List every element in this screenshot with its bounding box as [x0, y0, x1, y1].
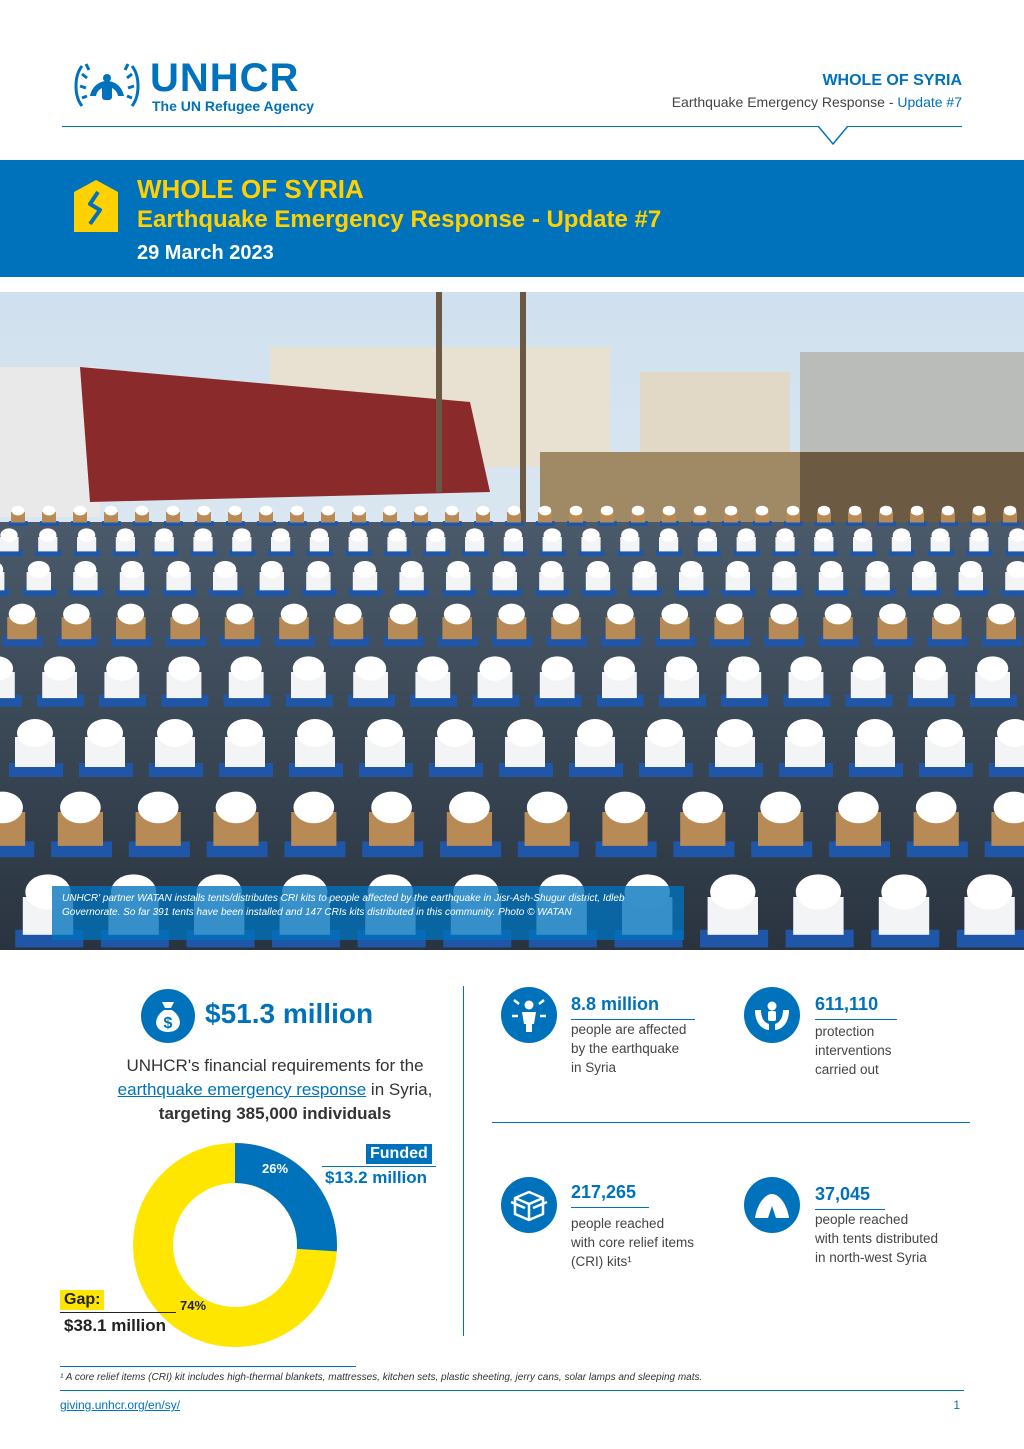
stat-affected-desc-line: by the earthquake: [571, 1041, 680, 1056]
photo-bag-shape: [371, 792, 412, 824]
photo-bag-shape: [272, 528, 289, 541]
photo-bag-shape: [632, 506, 645, 516]
stat-tents-desc: [815, 1210, 975, 1267]
stat-protection-desc-line: interventions: [815, 1043, 892, 1058]
photo-bag-shape: [727, 561, 749, 578]
photo-bag-shape: [694, 506, 707, 516]
funded-label: Funded: [366, 1144, 432, 1164]
photo-bag-shape: [297, 719, 333, 747]
photo-bag-shape: [818, 506, 831, 516]
photo-bag-shape: [415, 506, 428, 516]
gap-value: $38.1 million: [64, 1316, 167, 1335]
photo-bag-shape: [820, 561, 842, 578]
gap-leader-line: [60, 1312, 176, 1313]
photo-bag-shape: [849, 506, 862, 516]
photo-bag-shape: [479, 656, 510, 680]
photo-bag-shape: [913, 561, 935, 578]
photo-bag-shape: [214, 561, 236, 578]
photo-bag-shape: [466, 528, 483, 541]
stat-protection-desc-line: carried out: [815, 1062, 879, 1077]
page-number: 1: [953, 1398, 960, 1412]
stat-protection-desc-line: protection: [815, 1024, 875, 1039]
giving-link[interactable]: giving.unhcr.org/en/sy/: [60, 1398, 181, 1412]
funded-leader-line: [322, 1166, 436, 1167]
footnote-divider: [60, 1366, 356, 1367]
stat-cri-desc-line: (CRI) kits¹: [571, 1254, 632, 1269]
stat-cri-desc-line: with core relief items: [571, 1235, 695, 1250]
photo-bag-shape: [815, 528, 832, 541]
photo-bag-shape: [226, 604, 253, 625]
photo-bag-shape: [168, 656, 199, 680]
stat-tents-desc-line: in north-west Syria: [815, 1250, 927, 1265]
photo-bag-shape: [710, 874, 755, 909]
photo-bag-shape: [260, 506, 273, 516]
earthquake-response-link[interactable]: earthquake emergency response: [117, 1080, 367, 1099]
protection-hands-icon: [743, 986, 801, 1044]
photo-bag-shape: [261, 561, 283, 578]
report-subtitle: [672, 94, 962, 110]
stat-affected-desc-line: in Syria: [571, 1060, 617, 1075]
distribution-photo: [0, 292, 1024, 950]
tent-icon: [743, 1176, 801, 1234]
photo-bag-shape: [634, 561, 656, 578]
photo-bag-shape: [168, 561, 190, 578]
photo-bag-shape: [427, 528, 444, 541]
photo-bag-shape: [933, 604, 960, 625]
photo-bag-shape: [787, 719, 823, 747]
stat-affected-desc: [571, 1020, 721, 1077]
photo-bag-shape: [544, 528, 561, 541]
photo-bag-shape: [505, 528, 522, 541]
photo-bag-shape: [881, 874, 926, 909]
report-subtitle-prefix: Earthquake Emergency Response -: [671, 94, 898, 110]
photo-bag-shape: [367, 719, 403, 747]
photo-bag-shape: [916, 792, 957, 824]
photo-bag-shape: [879, 604, 906, 625]
photo-bag-shape: [553, 604, 580, 625]
photo-bag-shape: [725, 506, 738, 516]
photo-bag-shape: [699, 528, 716, 541]
unhcr-emblem-icon: [72, 56, 142, 112]
photo-bag-shape: [322, 506, 335, 516]
photo-bag-shape: [389, 604, 416, 625]
photo-bag-shape: [796, 874, 841, 909]
photo-bag-shape: [417, 656, 448, 680]
stat-protection-desc: [815, 1022, 965, 1079]
photo-bag-shape: [388, 528, 405, 541]
photo-bag-shape: [854, 528, 871, 541]
photo-bag-shape: [172, 604, 199, 625]
photo-bag-shape: [508, 506, 521, 516]
photo-bag-shape: [601, 506, 614, 516]
photo-bag-shape: [857, 719, 893, 747]
photo-bag-shape: [9, 604, 36, 625]
photo-bag-shape: [43, 506, 56, 516]
photo-bag-shape: [444, 604, 471, 625]
earthquake-icon: [72, 178, 120, 234]
funding-requirement: $51.3 million: [205, 998, 374, 1029]
photo-bag-shape: [60, 792, 101, 824]
photo-bag-shape: [825, 604, 852, 625]
photo-bag-shape: [717, 719, 753, 747]
photo-bag-shape: [838, 792, 879, 824]
stat-tents-value: 37,045: [815, 1184, 885, 1210]
photo-bag-shape: [680, 561, 702, 578]
photo-bag-shape: [293, 792, 334, 824]
photo-bag-shape: [970, 528, 987, 541]
photo-bag-shape: [216, 792, 257, 824]
photo-bag-shape: [167, 506, 180, 516]
photo-bag-shape: [437, 719, 473, 747]
photo-bag-shape: [988, 604, 1015, 625]
photo-bag-shape: [605, 792, 646, 824]
stat-cri-value: 217,265: [571, 1182, 649, 1208]
photo-bag-shape: [942, 506, 955, 516]
photo-bag-shape: [74, 506, 87, 516]
gap-label: Gap:: [60, 1290, 104, 1310]
photo-bag-shape: [867, 561, 889, 578]
stat-cri-desc: [571, 1214, 721, 1271]
photo-bag-shape: [194, 528, 211, 541]
photo-bag-shape: [12, 506, 25, 516]
header-notch-icon: [818, 126, 848, 146]
photo-bag-shape: [447, 561, 469, 578]
photo-bag-shape: [607, 604, 634, 625]
photo-bag-shape: [666, 656, 697, 680]
photo-bag-shape: [773, 561, 795, 578]
photo-bag-shape: [355, 656, 386, 680]
photo-bag-shape: [960, 561, 982, 578]
photo-bag-shape: [227, 719, 263, 747]
photo-bag-shape: [498, 604, 525, 625]
stat-affected-value: 8.8 million: [571, 994, 695, 1020]
photo-bag-shape: [577, 719, 613, 747]
report-update-number: Update #7: [897, 94, 962, 110]
stat-protection-value: 611,110: [815, 994, 897, 1020]
photo-bag-shape: [728, 656, 759, 680]
photo-bag-shape: [384, 506, 397, 516]
footer-divider: [60, 1390, 964, 1391]
photo-bag-shape: [770, 604, 797, 625]
photo-bag-shape: [0, 528, 17, 541]
gap-percentage: 74%: [180, 1298, 207, 1313]
photo-bag-shape: [853, 656, 884, 680]
photo-bag-shape: [117, 528, 134, 541]
photo-bag-shape: [157, 719, 193, 747]
photo-bag-shape: [87, 719, 123, 747]
photo-bag-shape: [401, 561, 423, 578]
donut-funded-arc: [235, 1163, 317, 1250]
photo-bag-shape: [542, 656, 573, 680]
photo-bag-shape: [138, 792, 179, 824]
svg-text:$: $: [163, 1015, 173, 1032]
photo-bag-shape: [494, 561, 516, 578]
photo-caption: UNHCR' partner WATAN installs tents/distributes CRI kits to people affected by the earthquake in Jisr-Ash-Shugur district, Idleb Governorate. So far 391 tents have been installed and 147 CRIs kits distributed in this community. Photo © WATAN: [52, 886, 684, 940]
photo-bag-shape: [105, 506, 118, 516]
photo-bag-shape: [117, 604, 144, 625]
funding-text-after-link: in Syria,: [366, 1080, 433, 1099]
photo-bag-shape: [880, 506, 893, 516]
photo-bag-shape: [540, 561, 562, 578]
report-title: WHOLE OF SYRIA: [822, 72, 962, 89]
funding-description: [60, 1054, 490, 1126]
photo-bag-shape: [74, 561, 96, 578]
photo-bag-shape: [582, 528, 599, 541]
photo-bag-shape: [17, 719, 53, 747]
photo-bag-shape: [307, 561, 329, 578]
relief-box-icon: [500, 1176, 558, 1234]
photo-bag-shape: [1004, 506, 1017, 516]
photo-bag-shape: [449, 792, 490, 824]
photo-bag-shape: [156, 528, 173, 541]
banner-subtitle: Earthquake Emergency Response - Update #7: [137, 206, 662, 233]
photo-bag-shape: [716, 604, 743, 625]
photo-bag-shape: [932, 528, 949, 541]
person-impact-icon: [500, 986, 558, 1044]
photo-bag-shape: [663, 506, 676, 516]
photo-bag-shape: [281, 604, 308, 625]
funded-percentage: 26%: [262, 1161, 289, 1176]
stat-affected-desc-line: people are affected: [571, 1022, 687, 1037]
photo-bag-shape: [539, 506, 552, 516]
photo-bag-shape: [350, 528, 367, 541]
photo-bag-shape: [198, 506, 211, 516]
stat-cri-desc-line: people reached: [571, 1216, 665, 1231]
photo-bag-shape: [78, 528, 95, 541]
photo-bag-shape: [44, 656, 75, 680]
photo-bag-shape: [335, 604, 362, 625]
section-divider-horizontal: [492, 1122, 970, 1123]
photo-bag-shape: [927, 719, 963, 747]
funded-value: $13.2 million: [325, 1168, 428, 1187]
stat-tents-desc-line: people reached: [815, 1212, 909, 1227]
section-divider-vertical: [463, 986, 464, 1336]
org-tagline: The UN Refugee Agency: [152, 98, 315, 114]
photo-bag-shape: [967, 874, 1012, 909]
banner-date: 29 March 2023: [137, 242, 274, 264]
photo-bag-shape: [911, 506, 924, 516]
photo-bag-shape: [604, 656, 635, 680]
photo-bag-shape: [63, 604, 90, 625]
photo-bag-shape: [587, 561, 609, 578]
funding-text-before-link: UNHCR's financial requirements for the: [126, 1056, 424, 1075]
photo-bag-shape: [738, 528, 755, 541]
money-bag-icon: [140, 988, 196, 1044]
photo-bag-shape: [570, 506, 583, 516]
photo-bag-shape: [973, 506, 986, 516]
photo-bag-shape: [776, 528, 793, 541]
photo-bag-shape: [893, 528, 910, 541]
photo-bag-shape: [229, 506, 242, 516]
photo-bag-shape: [977, 656, 1008, 680]
photo-bag-shape: [790, 656, 821, 680]
photo-bag-shape: [293, 656, 324, 680]
photo-bag-shape: [621, 528, 638, 541]
photo-bag-shape: [756, 506, 769, 516]
photo-bag-shape: [28, 561, 50, 578]
stat-tents-desc-line: with tents distributed: [815, 1231, 939, 1246]
org-name: UNHCR: [150, 56, 300, 100]
photo-bag-shape: [915, 656, 946, 680]
photo-bag-shape: [233, 528, 250, 541]
photo-bag-shape: [477, 506, 490, 516]
funding-target: targeting 385,000 individuals: [158, 1104, 392, 1123]
photo-bag-shape: [311, 528, 328, 541]
photo-bag-shape: [353, 506, 366, 516]
photo-bag-shape: [121, 561, 143, 578]
photo-bag-shape: [354, 561, 376, 578]
photo-bag-shape: [231, 656, 262, 680]
banner-title: WHOLE OF SYRIA: [137, 174, 364, 204]
photo-bag-shape: [661, 604, 688, 625]
photo-bag-shape: [507, 719, 543, 747]
photo-bag-shape: [660, 528, 677, 541]
photo-bag-shape: [291, 506, 304, 516]
photo-bag-shape: [760, 792, 801, 824]
photo-bag-shape: [446, 506, 459, 516]
photo-bag-shape: [647, 719, 683, 747]
photo-bag-shape: [682, 792, 723, 824]
footnote: ¹ A core relief items (CRI) kit includes high-thermal blankets, mattresses, kitchen sets, plastic sheeting, jerry cans, solar lamps and sleeping mats.: [60, 1372, 703, 1383]
photo-bag-shape: [787, 506, 800, 516]
photo-bag-shape: [527, 792, 568, 824]
photo-bag-shape: [136, 506, 149, 516]
photo-bag-shape: [39, 528, 56, 541]
photo-bag-shape: [106, 656, 137, 680]
